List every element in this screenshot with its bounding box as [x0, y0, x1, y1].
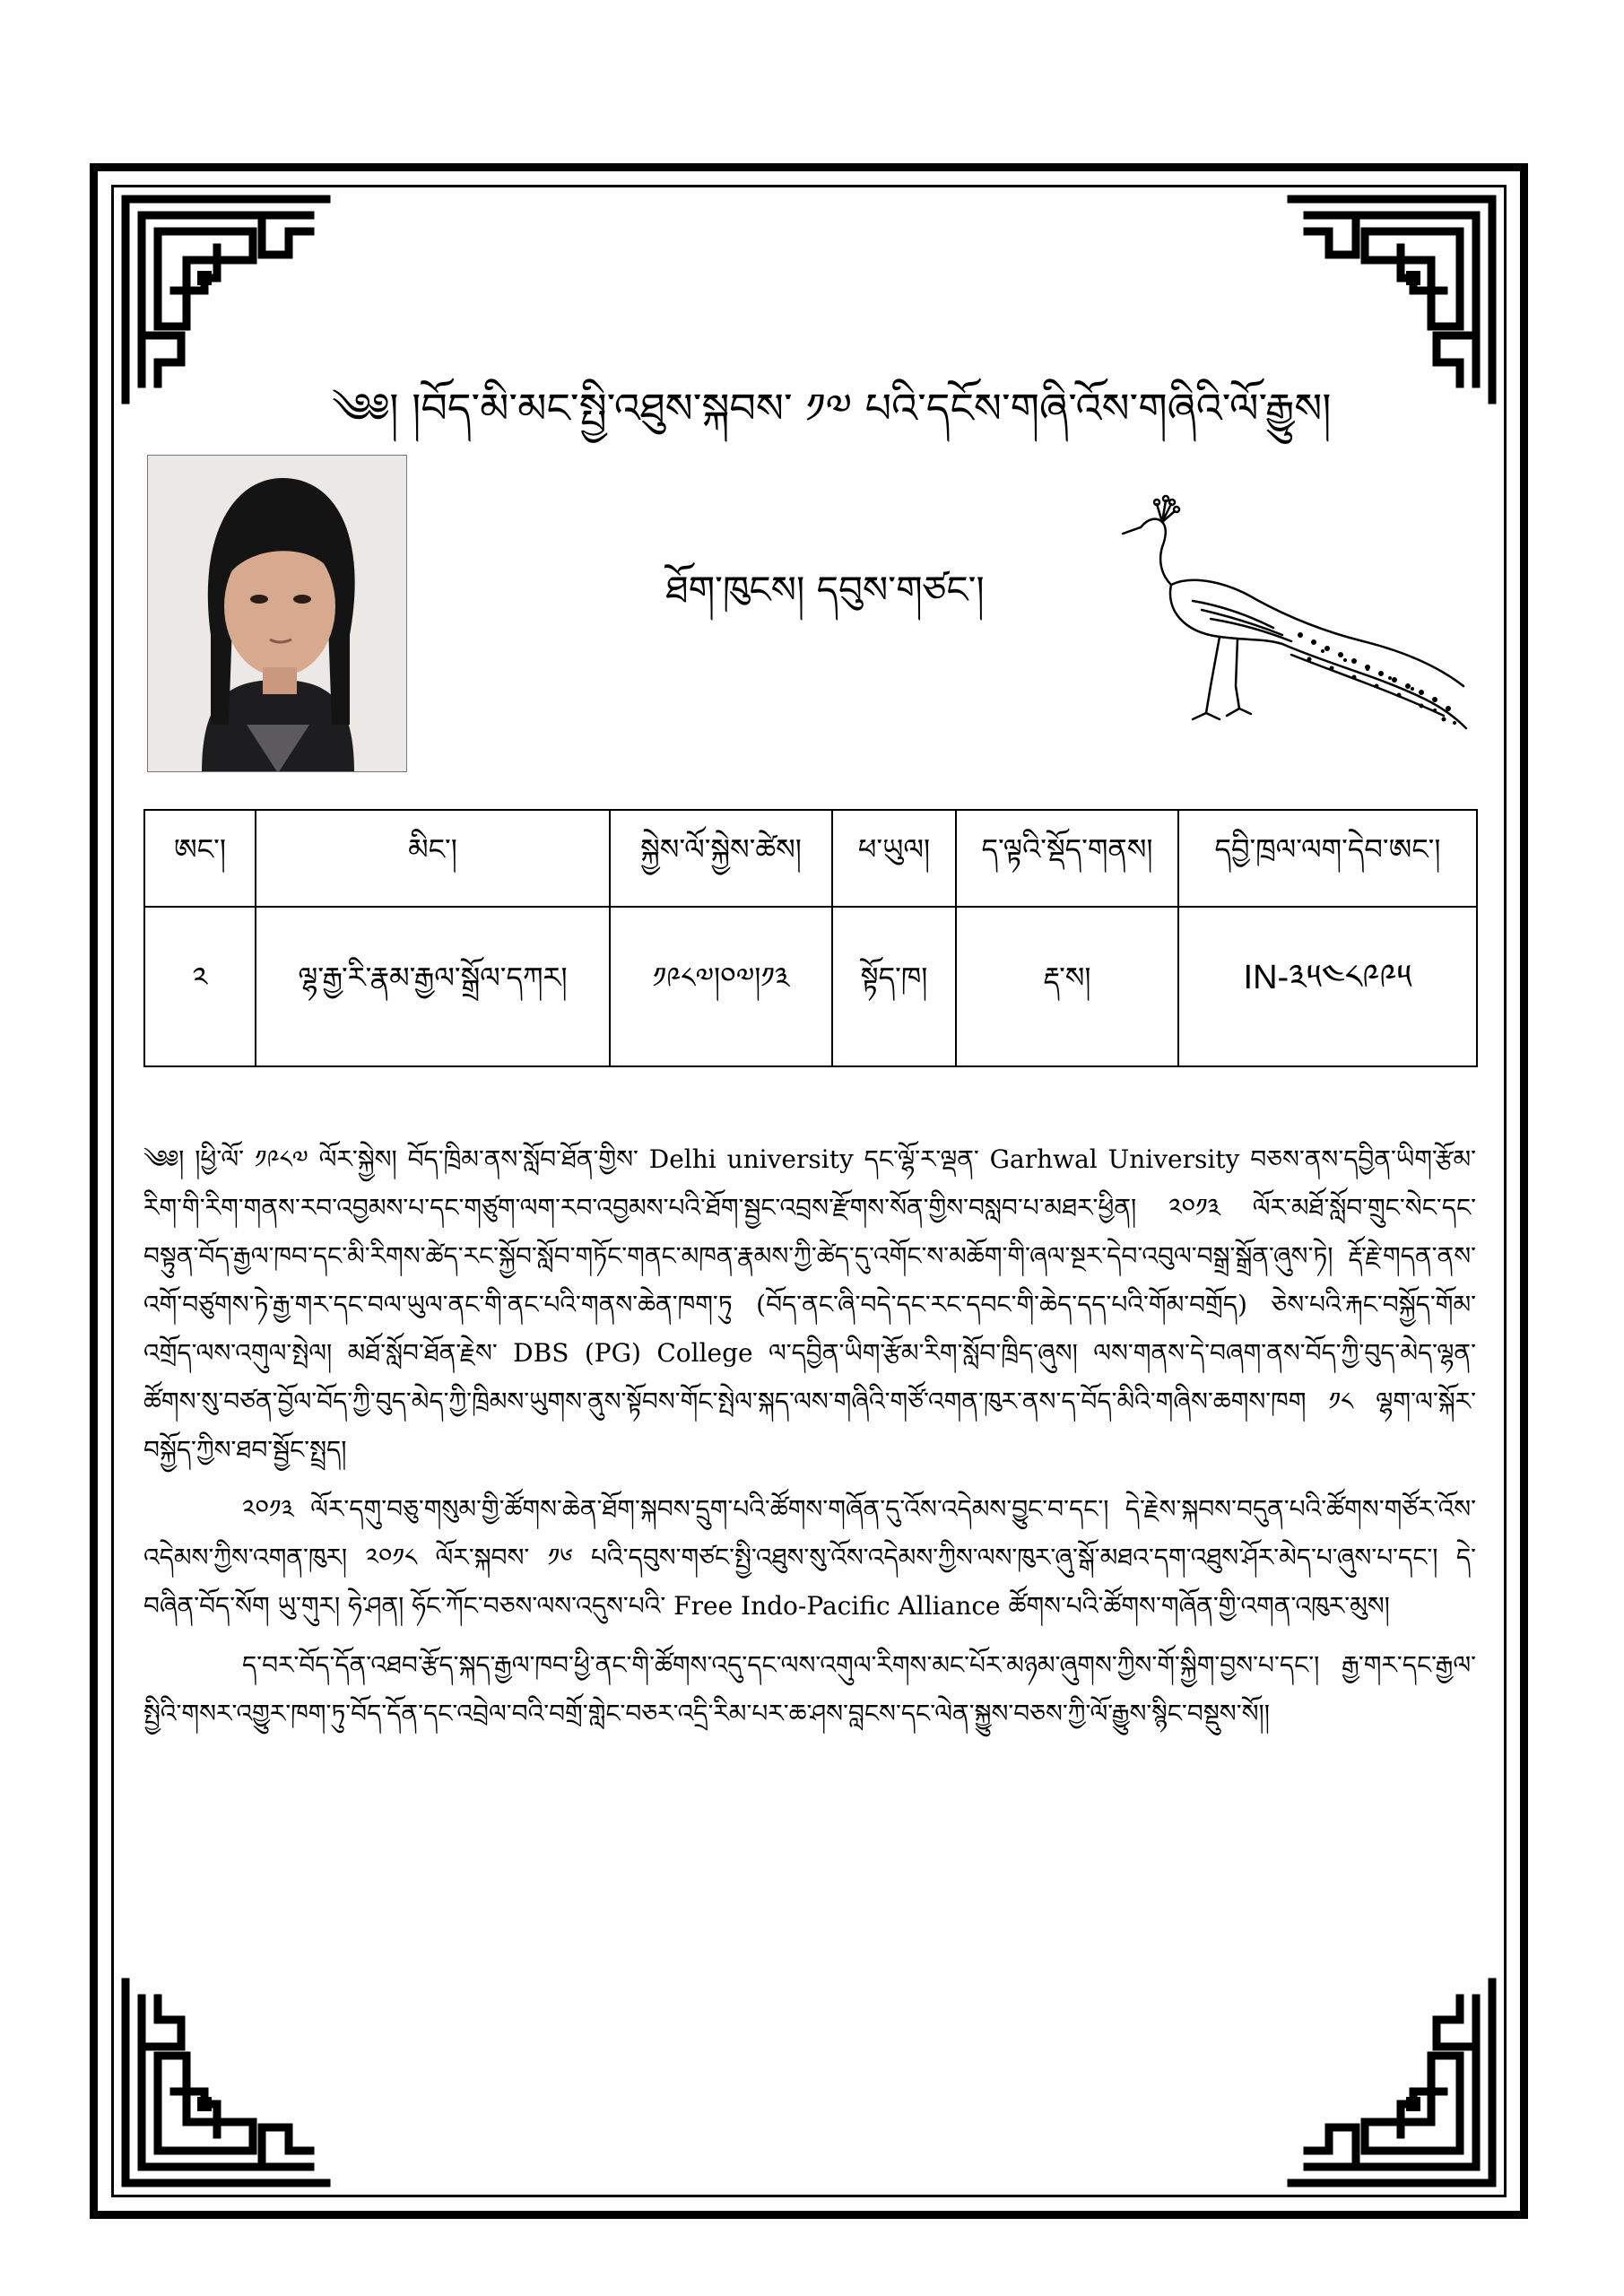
- table-row: [144, 907, 1477, 1066]
- header-hometown: ཕ་ཡུལ།: [832, 810, 956, 907]
- header-name: མིང་།: [256, 810, 610, 907]
- header-number: ཨང་།: [144, 810, 256, 907]
- cell-name: ལྷ་རྒྱ་རི་རྣམ་རྒྱལ་སྒྲོལ་དཀར།: [256, 907, 610, 1066]
- document-heading: ༄༅། །བོད་མི་མང་སྤྱི་འཐུས་སྐབས་ ༡༧ པའི་དངོས་གཞི་འོས་གཞིའི་ལོ་རྒྱུས།: [332, 384, 1332, 432]
- peacock-illustration: [1121, 484, 1471, 744]
- cell-birth-date: ༡༩༨༧།༠༧།༡༣: [610, 907, 832, 1066]
- bio-paragraph: ༄༅། །ཕྱི་ལོ་ ༡༩༨༧ ལོར་སྐྱེས། བོད་ཁྲིམ་ནས་སློབ་ཐོན་གྱིས་ Delhi university དང་ལྷོ་ར་ལྡན་ Garhwal University བཅས་ནས་དབྱིན་ཡིག་རྩོམ་རིག་གི་རིག་གནས་རབ་འབྱམས་པ་དང་གཙུག་ལག་རབ་འབྱམས་པའི་ཐོག་སྦྱང་འབྲས་རྫོགས་སོན་གྱིས་བསླབ་པ་མཐར་ཕྱིན། ༢༠༡༣ ལོར་མཐོ་སློབ་གྲུང་སེང་དང་བསྟུན་བོད་རྒྱལ་ཁབ་དང་མི་རིགས་ཚེད་རང་སྐྱོབ་སློབ་གཏོང་གནང་མཁན་རྣམས་ཀྱི་ཚེད་དུ་འགོང་ས་མཆོག་གི་ཞལ་སྔར་དེབ་འབུལ་བསྒྲ་སྒྲོན་ཞུས་ཏེ། རྡོ་རྗེ་གདན་ནས་འགོ་བཙུགས་ཏེ་རྒྱ་གར་དང་བལ་ཡུལ་ནང་གི་ནང་པའི་གནས་ཆེན་ཁག་ཏུ (བོད་ནང་ཞི་བདེ་དང་རང་དབང་གི་ཆེད་དད་པའི་གོམ་བགྲོད) ཅེས་པའི་རྐང་བསྐྱོད་གོམ་འགྲོད་ལས་འགུལ་སྤེལ། མཐོ་སློབ་ཐོན་རྗེས་ DBS (PG) College ལ་དབྱིན་ཡིག་རྩོམ་རིག་སློབ་ཁྲིད་ཞུས། ལས་གནས་དེ་བཞག་ནས་བོད་ཀྱི་བུད་མེད་ལྷན་ཚོགས་སུ་བཙན་བྱོལ་བོད་ཀྱི་བུད་མེད་ཀྱི་ཁྲིམས་ཡུགས་ནུས་སྟོབས་གོང་སྤེལ་སྐད་ལས་གཞིའི་གཙོ་འགན་ཁུར་ནས་ད་བོད་མིའི་གཞིས་ཆགས་ཁག ༡༨ ལྷག་ལ་སྐོར་བསྐྱོད་ཀྱིས་ཐབ་སྦྱོང་སྤྲད།: [143, 1144, 1476, 1465]
- bio-paragraph: ད་བར་བོད་དོན་འཐབ་རྩོད་སྐད་རྒྱལ་ཁབ་ཕྱི་ནང་གི་ཚོགས་འདུ་དང་ལས་འགུལ་རིགས་མང་པོར་མཉམ་ཞུགས་ཀྱིས་གོ་སྐྱིག་བྱས་པ་དང་། རྒྱ་གར་དང་རྒྱལ་སྤྱིའི་གསར་འགྱུར་ཁག་ཏུ་བོད་དོན་དང་འབྲེལ་བའི་བགྲོ་གླེང་བཅར་འདྲི་རིམ་པར་ཆ་ཤས་བླངས་དང་ལེན་སྐྱུས་བཅས་ཀྱི་ལོ་རྒྱུས་སྙིང་བསྡུས་སོ།།: [143, 1650, 1476, 1728]
- cell-green-book-number: IN-༣༥༤༨༩༩༥: [1178, 907, 1477, 1066]
- cell-hometown: སྟོད་ཁ།: [832, 907, 956, 1066]
- cell-current-residence: རྡ་ས།: [956, 907, 1178, 1066]
- corner-ornament-bottom-left: [118, 1975, 334, 2190]
- header-green-book-number: དབྱི་ཁྲལ་ལག་དེབ་ཨང་།: [1178, 810, 1477, 907]
- bio-paragraph: ༢༠༡༣ ལོར་དགུ་བཅུ་གསུམ་གྱི་ཚོགས་ཆེན་ཐོག་སྐབས་དྲུག་པའི་ཚོགས་གཞོན་དུ་འོས་འདེམས་བྱུང་བ་དང་། དེ་རྗེས་སྐབས་བདུན་པའི་ཚོགས་གཙོར་འོས་འདེམས་ཀྱིས་འགན་ཁུར། ༢༠༡༨ ལོར་སྐབས་ ༡༦ པའི་དབུས་གཙང་སྤྱི་འཐུས་སུ་འོས་འདེམས་ཀྱིས་ལས་ཁུར་ཞུ་སྒོ་མཐའ་དག་འཐུས་ཤོར་མེད་པ་ཞུས་པ་དང་། དེ་བཞིན་བོད་སོག ཡུ་གུར། ཧེ་ཤན། ཧོང་ཀོང་བཅས་ལས་འདུས་པའི་ Free Indo-Pacific Alliance ཚོགས་པའི་ཚོགས་གཞོན་གྱི་འགན་འཁུར་མུས།: [143, 1494, 1476, 1621]
- constituency-label: ཐོག་ཁུངས། དབུས་གཙང་།: [665, 568, 985, 612]
- header-current-residence: ད་ལྟའི་སྡོད་གནས།: [956, 810, 1178, 907]
- corner-ornament-top-right: [1284, 192, 1499, 407]
- cell-number: ༢: [144, 907, 256, 1066]
- corner-ornament-bottom-right: [1284, 1975, 1499, 2190]
- header-birth-date: སྐྱེས་ལོ་སྐྱེས་ཚེས།: [610, 810, 832, 907]
- biography: [143, 1135, 1476, 1749]
- candidate-info-table: [143, 809, 1478, 1067]
- corner-ornament-top-left: [118, 192, 334, 407]
- candidate-photo: [147, 455, 407, 772]
